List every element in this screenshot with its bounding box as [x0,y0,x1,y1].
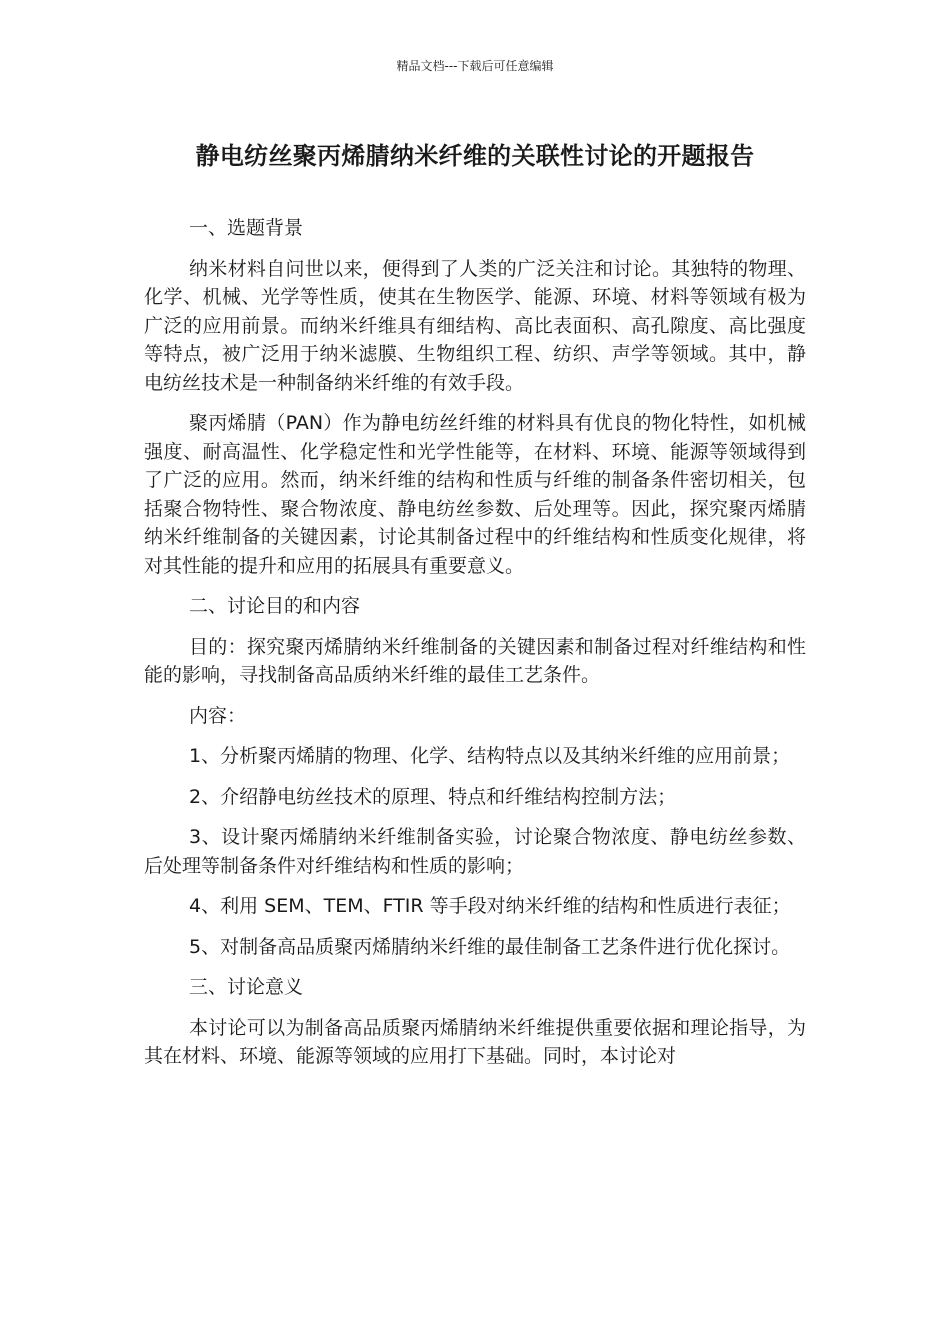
paragraph-significance: 本讨论可以为制备高品质聚丙烯腈纳米纤维提供重要依据和理论指导，为其在材料、环境、能源等领域的应用打下基础。同时，本讨论对 [144,1016,806,1067]
list-item: 4、利用 SEM、TEM、FTIR 等手段对纳米纤维的结构和性质进行表征； [189,895,791,917]
paragraph-purpose: 目的：探究聚丙烯腈纳米纤维制备的关键因素和制备过程对纤维结构和性能的影响，寻找制备高品质纳米纤维的最佳工艺条件。 [144,635,806,686]
paragraph-content-label: 内容： [189,704,247,727]
list-item: 5、对制备高品质聚丙烯腈纳米纤维的最佳制备工艺条件进行优化探讨。 [189,935,791,958]
section-heading-significance: 三、讨论意义 [189,976,304,998]
list-item: 2、介绍静电纺丝技术的原理、特点和纤维结构控制方法； [189,785,677,808]
list-item: 3、设计聚丙烯腈纳米纤维制备实验，讨论聚合物浓度、静电纺丝参数、后处理等制备条件对纤维结构和性质的影响； [144,826,806,877]
document-title: 静电纺丝聚丙烯腈纳米纤维的关联性讨论的开题报告 [195,142,755,170]
paragraph-pan: 聚丙烯腈（PAN）作为静电纺丝纤维的材料具有优良的物化特性，如机械强度、耐高温性、化学稳定性和光学性能等，在材料、环境、能源等领域得到了广泛的应用。然而，纳米纤维的结构和性质与纤维的制备条件密切相关，包括聚合物特性、聚合物浓度、静电纺丝参数、后处理等。因此，探究聚丙烯腈纳米纤维制备的关键因素，讨论其制备过程中的纤维结构和性质变化规律，将对其性能的提升和应用的拓展具有重要意义。 [144,412,806,577]
document-body [144,214,806,1083]
list-item: 1、分析聚丙烯腈的物理、化学、结构特点以及其纳米纤维的应用前景； [189,745,791,767]
header-note: 精品文档---下载后可任意编辑 [396,59,554,73]
section-heading-purpose: 二、讨论目的和内容 [189,595,361,617]
section-heading-background: 一、选题背景 [189,217,304,239]
paragraph-nanomaterials: 纳米材料自问世以来，便得到了人类的广泛关注和讨论。其独特的物理、化学、机械、光学等性质，使其在生物医学、能源、环境、材料等领域有极为广泛的应用前景。而纳米纤维具有细结构、高比表面积、高孔隙度、高比强度等特点，被广泛用于纳米滤膜、生物组织工程、纺织、声学等领域。其中，静电纺丝技术是一种制备纳米纤维的有效手段。 [144,257,806,394]
